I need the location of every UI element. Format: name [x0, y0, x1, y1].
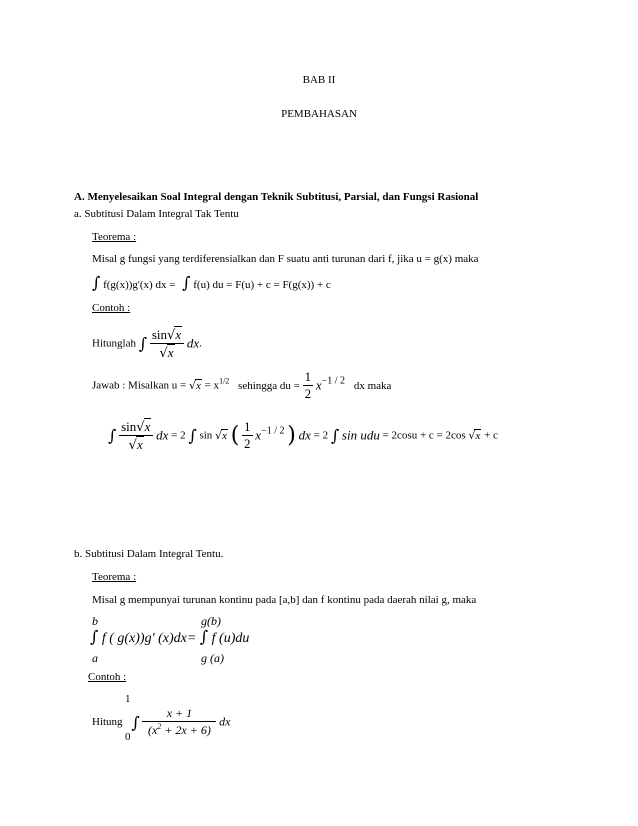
- example-a-sin: sin: [151, 327, 168, 342]
- answer-pow-var: x: [315, 377, 322, 393]
- example-a-x-den: x: [167, 345, 174, 360]
- integral-icon: ∫: [330, 426, 340, 445]
- step-plusc: + c: [484, 429, 498, 442]
- den-exp: 2: [157, 722, 162, 731]
- step-sqrt-x: x: [222, 430, 227, 442]
- subsection-b-title: b. Subtitusi Dalam Integral Tentu.: [74, 548, 224, 560]
- integral-icon: ∫: [138, 334, 148, 353]
- integral-icon: ∫: [92, 273, 101, 292]
- example-a-prefix: Hitunglah: [92, 337, 136, 350]
- answer-eq: = x: [204, 379, 220, 392]
- theorem-b-label: Teorema :: [92, 571, 137, 583]
- step-eq2: = 2: [313, 429, 329, 442]
- right-paren-icon: ): [287, 423, 296, 448]
- example-b-den: [142, 721, 216, 738]
- example-a-period: .: [199, 337, 202, 350]
- den-b: + 2x + 6): [161, 723, 211, 737]
- answer-prefix: Jawab : Misalkan u =: [92, 379, 187, 392]
- left-paren-icon: (: [230, 423, 240, 448]
- example-a-dx: dx: [186, 335, 200, 351]
- answer-frac-num: 1: [304, 369, 312, 384]
- example-a-label: Contoh :: [92, 302, 131, 314]
- step-half-den: 2: [244, 436, 251, 451]
- step-x: x: [144, 419, 151, 434]
- lim-lower-right: g (a): [201, 651, 224, 665]
- theorem-a-text: Misal g fungsi yang terdiferensialkan dan F suatu anti turunan dari f, jika u = g(x) maka: [92, 253, 479, 265]
- lim-lower-left: a: [92, 651, 98, 665]
- integral-icon: ∫: [199, 627, 209, 646]
- answer-pow-exp: −1 / 2: [321, 375, 346, 387]
- den-a: (x: [147, 723, 158, 737]
- example-b-expression: [92, 706, 230, 738]
- lim-upper-left: b: [92, 614, 98, 628]
- example-b-dx: dx: [219, 714, 231, 729]
- integral-icon: ∫: [182, 273, 191, 292]
- integral-icon: ∫: [131, 712, 140, 732]
- answer-frac-den: 2: [304, 386, 312, 401]
- example-a-x: x: [175, 327, 182, 342]
- answer-middle: sehingga du =: [238, 379, 300, 392]
- step-sinudu: sin udu: [341, 427, 380, 443]
- theorem-a-label: Teorema :: [92, 231, 137, 243]
- step-result-x: x: [475, 430, 481, 442]
- step-half-num: 1: [244, 419, 251, 434]
- formula-right: f(u) du = F(u) + c = F(g(x)) + c: [193, 279, 331, 291]
- example-a-expression: [92, 326, 202, 361]
- answer-fraction: [303, 369, 314, 402]
- step-half: [242, 419, 253, 452]
- step-eq1: = 2: [171, 429, 186, 442]
- example-a-fraction: $\frac{\sin√x}{√x}$: [150, 326, 184, 361]
- step-fraction: $\frac{\sin√x}{√x}$: [119, 418, 153, 453]
- step-result: = 2cosu + c = 2cos: [382, 429, 466, 442]
- formula-b-right: f (u)du: [211, 631, 250, 646]
- subsection-a-title: a. Subtitusi Dalam Integral Tak Tentu: [74, 208, 239, 220]
- theorem-b-formula: [90, 627, 249, 647]
- answer-suffix: dx maka: [353, 379, 392, 392]
- step-pow-var: x: [255, 427, 262, 443]
- answer-a-steps: ∫ $\frac{\sin√x}{√x}$ dx = 2 ∫ sin √x ( $\frac{1}{2}$ x−1 / 2 ) dx = 2 ∫ sin udu = 2cosu + c = 2cos √x + c: [108, 419, 498, 453]
- integral-icon: ∫: [188, 426, 197, 445]
- chapter-label: BAB II: [302, 74, 336, 86]
- section-a-heading: A. Menyelesaikan Soal Integral dengan Teknik Subtitusi, Parsial, dan Fungsi Rasional: [74, 191, 479, 203]
- lim-upper-right: g(b): [201, 614, 221, 628]
- integral-icon: ∫: [108, 426, 117, 445]
- theorem-b-text: Misal g mempunyai turunan kontinu pada [a,b] dan f kontinu pada daerah nilai g, maka: [92, 594, 477, 606]
- formula-left: f(g(x))g'(x) dx =: [103, 279, 176, 291]
- step-dx: dx: [156, 427, 169, 443]
- formula-b-left: f ( g(x))g' (x)dx=: [101, 631, 197, 646]
- step-dx2: dx: [298, 427, 311, 443]
- example-b-lim-lower: 0: [125, 731, 131, 743]
- answer-x: x: [195, 380, 201, 392]
- answer-exp: 1/2: [219, 376, 230, 386]
- integral-icon: ∫: [90, 627, 99, 646]
- step-x-den: x: [136, 437, 143, 452]
- example-b-lim-upper: 1: [125, 693, 131, 705]
- example-b-label: Contoh :: [88, 671, 127, 683]
- example-b-prefix: Hitung: [92, 716, 123, 728]
- answer-a-line: Jawab : Misalkan $u = √x = x^{1/2}$ sehingga du = $\frac{1}{2}$ x−1 / 2 dx maka: [92, 369, 392, 401]
- chapter-title: PEMBAHASAN: [281, 108, 357, 120]
- step-pow-exp: −1 / 2: [261, 425, 285, 437]
- step-sin-a: sin: [121, 419, 137, 434]
- example-b-fraction: [142, 706, 216, 738]
- step-sin: sin: [199, 429, 213, 442]
- theorem-a-formula: [92, 273, 331, 292]
- example-b-num: x + 1: [166, 706, 193, 720]
